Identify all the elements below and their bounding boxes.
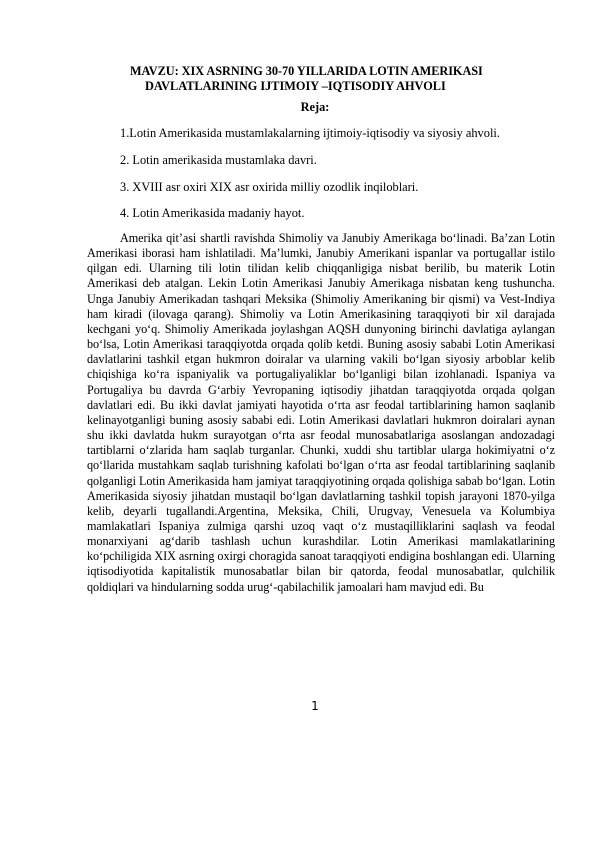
plan-heading: Reja: — [300, 100, 330, 114]
plan-item-3: 3. XVIII asr oxiri XIX asr oxirida milliy ozodlik inqiloblari. — [120, 180, 419, 194]
plan-item-1: 1.Lotin Amerikasida mustamlakalarning ijtimoiy-iqtisodiy va siyosiy ahvoli. — [120, 126, 500, 140]
document-title — [118, 64, 558, 93]
title-line-1: MAVZU: XIX ASRNING 30-70 YILLARIDA LOTIN AMERIKASI — [130, 64, 483, 78]
title-line-2: DAVLATLARINING IJTIMOIY –IQTISODIY AHVOLI — [145, 78, 446, 93]
plan-item-2: 2. Lotin amerikasida mustamlaka davri. — [120, 153, 317, 167]
page-number: 1 — [311, 699, 319, 713]
plan-item-4: 4. Lotin Amerikasida madaniy hayot. — [120, 206, 305, 220]
body-paragraph: Amerika qit’asi shartli ravishda Shimoliy va Janubiy Amerikaga bo‘linadi. Ba’zan Lotin Amerikasi iborasi ham ishlatiladi. Ma’lumki, Janubiy Amerikani ispanlar va portugallar istilo qilgan edi. Ularning tili lotin tilidan kelib chiqqanligiga nisbat berilib, bu materik Lotin Amerikasi deb atalgan. Lekin Lotin Amerikasi Janubiy Amerikaga nisbatan keng tushuncha. Unga Janubiy Amerikadan tashqari Meksika (Shimoliy Amerikaning bir qismi) va Vest-Indiya ham kiradi (ilovaga qarang). Shimoliy va Lotin Amerikasining taraqqiyoti bir xil darajada kechgani yo‘q. Shimoliy Amerikada joylashgan AQSH dunyoning birinchi davlatiga aylangan bo‘lsa, Lotin Amerikasi taraqqiyotda orqada qolib ketdi. Buning asosiy sababi Lotin Amerikasi davlatlarini tashkil etgan hukmron doiralar va ularning vakili bo‘lgan siyosiy arboblar kelib chiqishiga ko‘ra ispaniyalik va portugaliyaliklar bo‘lganligi bilan izohlanadi. Ispaniya va Portugaliya bu davrda G‘arbiy Yevropaning iqtisodiy jihatdan taraqqiyotda orqada qolgan davlatlari edi. Bu ikki davlat jamiyati hayotida o‘rta asr feodal tartiblarining hamon saqlanib kelinayotganligi buning asosiy sababi edi. Lotin Amerikasi davlatlari hukmron doiralari aynan shu ikki davlatda hukm surayotgan o‘rta asr feodal munosabatlariga asoslangan andozadagi tartiblarni o‘zlarida ham saqlab turganlar. Chunki, xuddi shu tartiblar ularga hokimiyatni o‘z qo‘llarida mustahkam saqlab turishning kafolati bo‘lgan o‘rta asr feodal tartiblarining saqlanib qolganligi Lotin Amerikasida ham jamiyat taraqqiyotining orqada qolishiga sabab bo‘lgan. Lotin Amerikasida siyosiy jihatdan mustaqil bo‘lgan davlatlarning tashkil topish jarayoni 1870-yilga kelib, deyarli tugallandi.Argentina, Meksika, Chili, Urugvay, Venesuela va Kolumbiya mamlakatlari Ispaniya zulmiga qarshi uzoq vaqt o‘z mustaqilliklarini saqlash va feodal monarxiyani ag‘darib tashlash uchun kurashdilar. Lotin Amerikasi mamlakatlarining ko‘pchiligida XIX asrning oxirgi choragida sanoat taraqqiyoti endigina boshlangan edi. Ularning iqtisodiyotida kapitalistik munosabatlar bilan bir qatorda, feodal munosabatlar, qulchilik qoldiqlari va hindularning sodda urug‘-qabilachilik jamoalari ham mavjud edi. Bu — [87, 231, 555, 594]
